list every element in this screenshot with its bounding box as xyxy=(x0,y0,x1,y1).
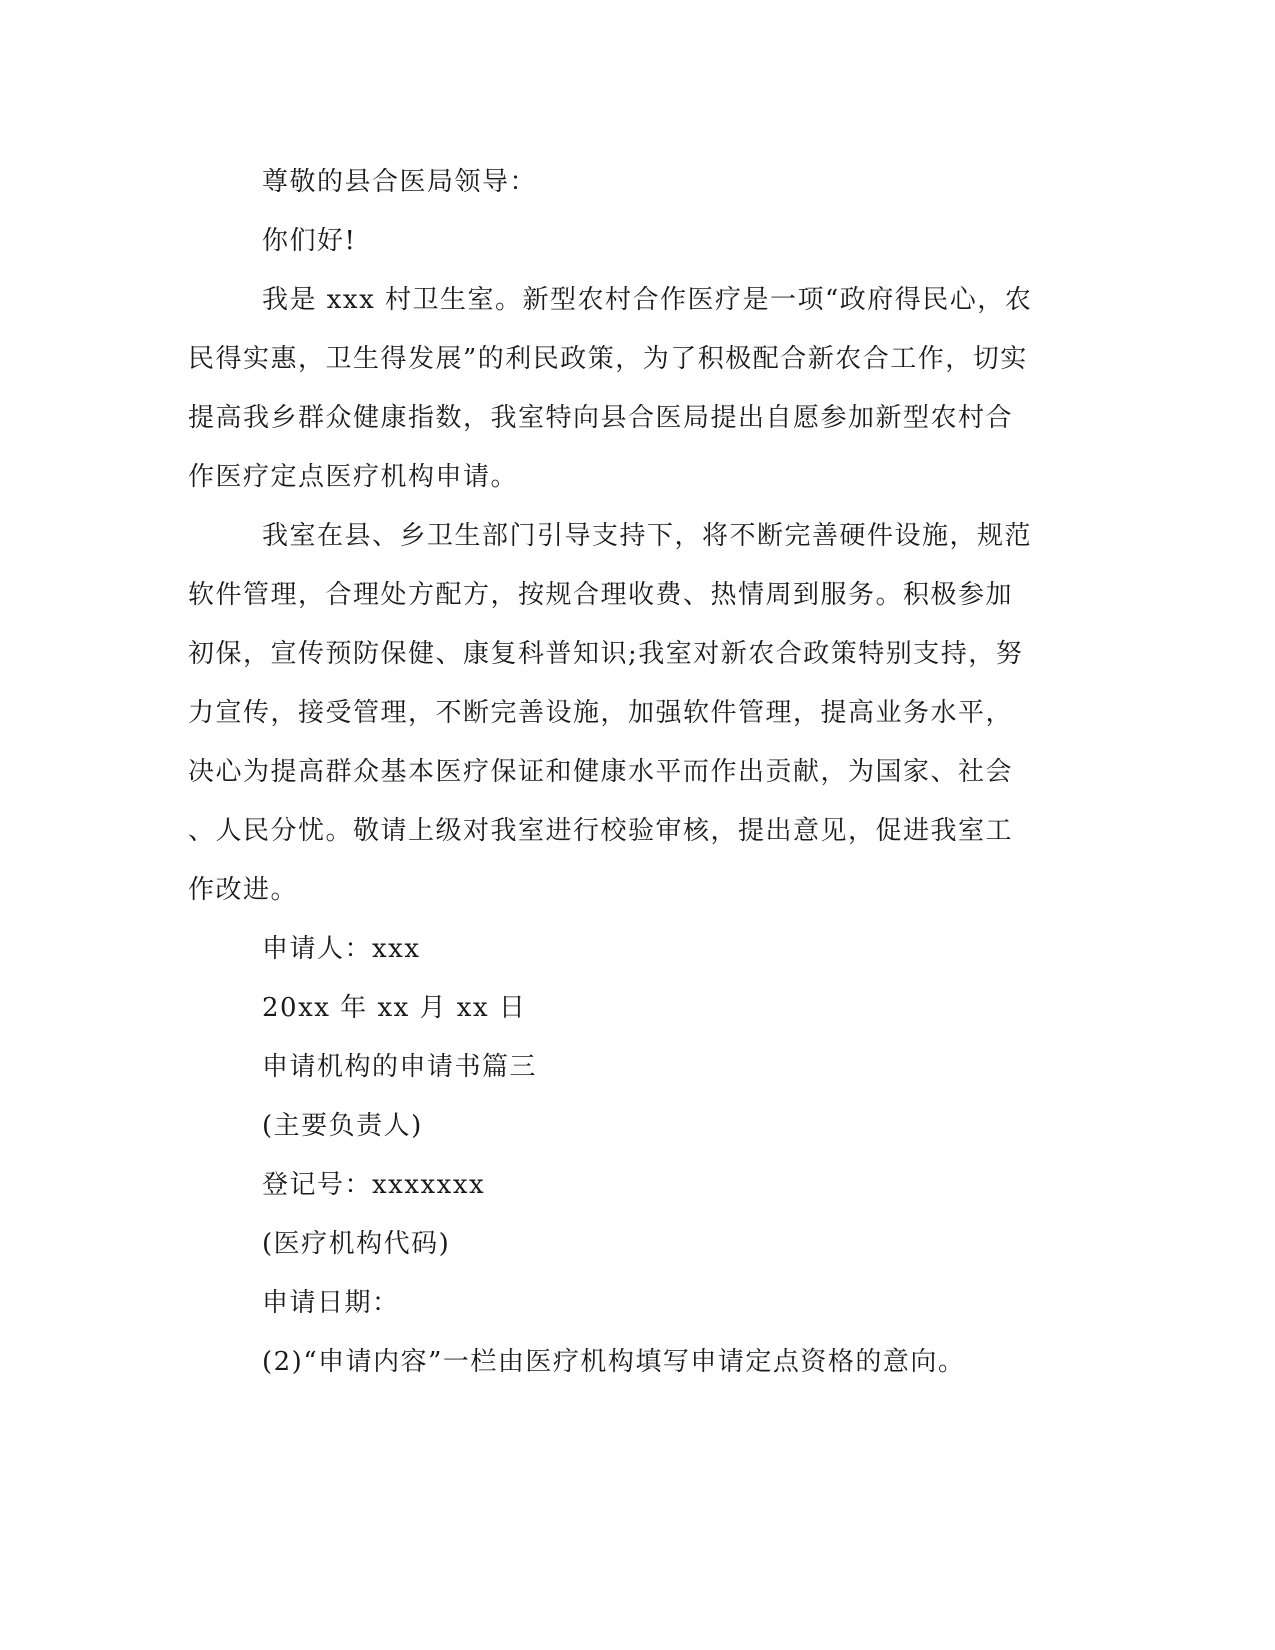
paragraph2-line2: 软件管理，合理处方配方，按规合理收费、热情周到服务。积极参加 xyxy=(188,580,1014,610)
paragraph2-line3: 初保，宣传预防保健、康复科普知识;我室对新农合政策特别支持，努 xyxy=(188,639,1024,669)
section-title: 申请机构的申请书篇三 xyxy=(262,1052,538,1082)
registration-number: 登记号：xxxxxxx xyxy=(262,1170,486,1200)
greeting: 你们好! xyxy=(262,226,357,256)
note-line: (2)“申请内容”一栏由医疗机构填写申请定点资格的意向。 xyxy=(262,1347,966,1377)
paragraph2-line1: 我室在县、乡卫生部门引导支持下，将不断完善硬件设施，规范 xyxy=(262,521,1033,551)
salutation: 尊敬的县合医局领导： xyxy=(262,167,538,197)
paragraph1-line1: 我是 xxx 村卫生室。新型农村合作医疗是一项“政府得民心，农 xyxy=(262,285,1033,315)
paragraph2-line5: 决心为提高群众基本医疗保证和健康水平而作出贡献，为国家、社会 xyxy=(188,757,1014,787)
date-line: 20xx 年 xx 月 xx 日 xyxy=(262,993,527,1023)
paragraph2-line6: 、人民分忧。敬请上级对我室进行校验审核，提出意见，促进我室工 xyxy=(188,816,1014,846)
application-date-label: 申请日期： xyxy=(262,1288,400,1318)
paragraph1-line2: 民得实惠，卫生得发展”的利民政策，为了积极配合新农合工作，切实 xyxy=(188,344,1028,374)
paragraph1-line3: 提高我乡群众健康指数，我室特向县合医局提出自愿参加新型农村合 xyxy=(188,403,1014,433)
institution-code-label: (医疗机构代码) xyxy=(262,1229,451,1259)
paragraph2-line4: 力宣传，接受管理，不断完善设施，加强软件管理，提高业务水平， xyxy=(188,698,1014,728)
applicant-line: 申请人：xxx xyxy=(262,934,421,964)
paragraph1-line4: 作医疗定点医疗机构申请。 xyxy=(188,462,519,492)
paragraph2-line7: 作改进。 xyxy=(188,875,299,905)
responsible-person-label: (主要负责人) xyxy=(262,1111,423,1141)
